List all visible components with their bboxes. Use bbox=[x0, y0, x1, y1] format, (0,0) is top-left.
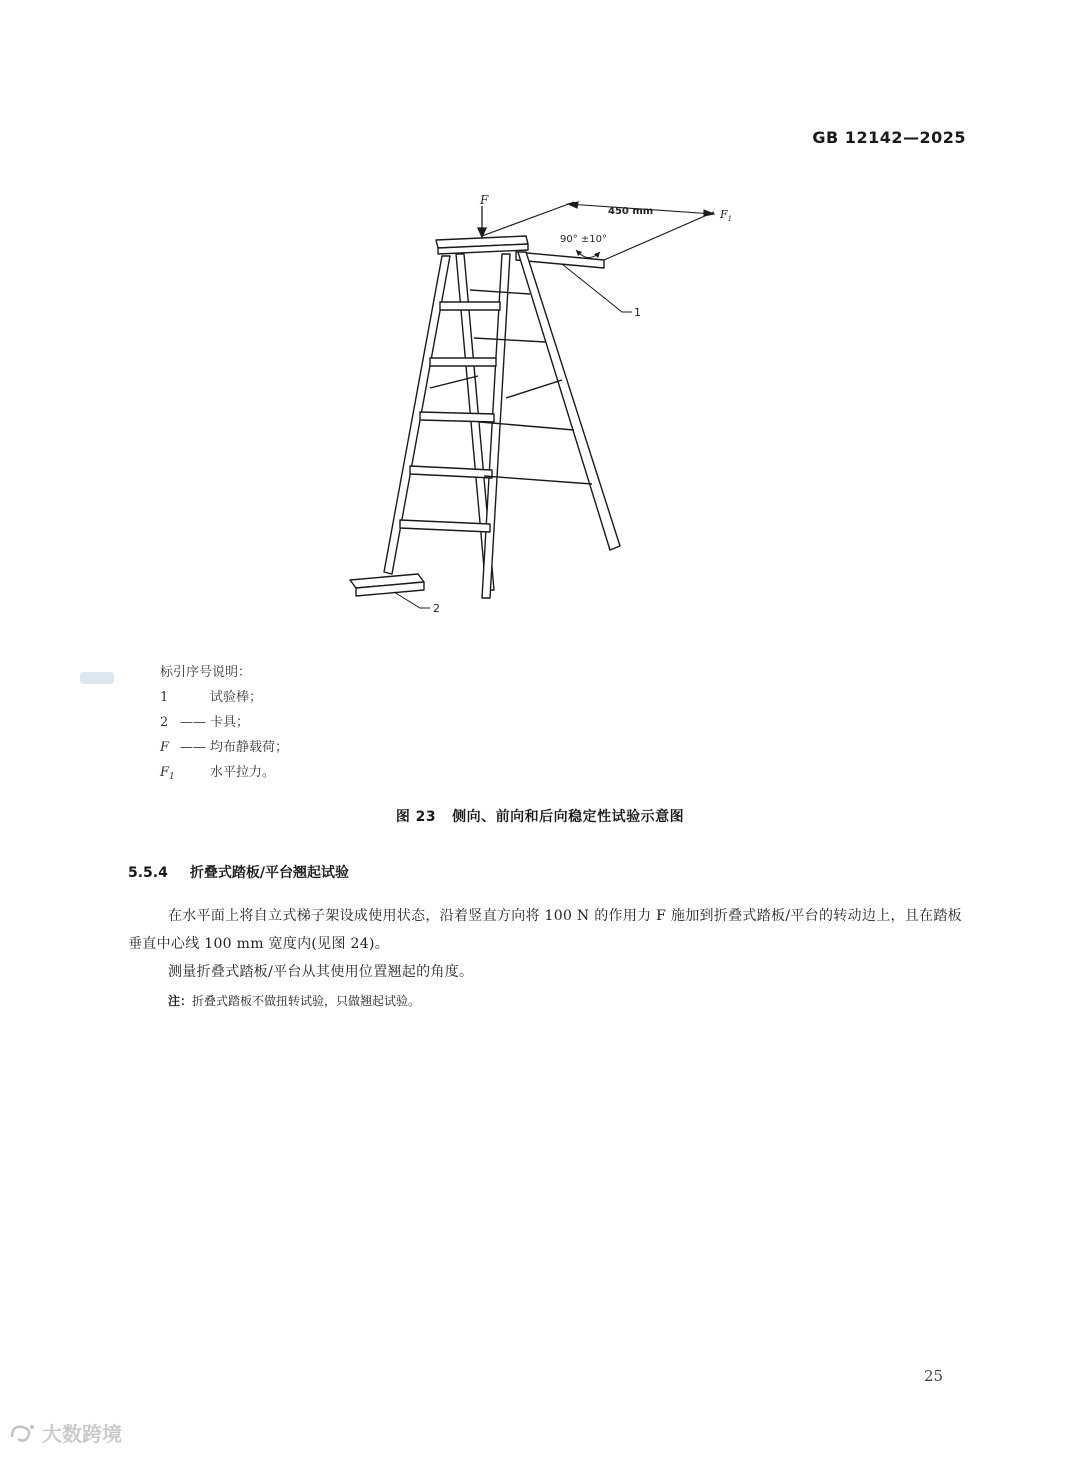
legend-item bbox=[160, 760, 288, 790]
rear-rung bbox=[484, 476, 592, 484]
step bbox=[430, 358, 496, 366]
figure-title: 侧向、前向和后向稳定性试验示意图 bbox=[452, 809, 685, 825]
rear-rung bbox=[474, 338, 546, 342]
section-title: 折叠式踏板/平台翘起试验 bbox=[189, 865, 349, 881]
publisher-logo-mark bbox=[80, 670, 114, 686]
note bbox=[168, 992, 420, 1009]
legend-item bbox=[160, 710, 288, 735]
legend-text: 卡具； bbox=[210, 715, 250, 730]
standard-number: GB 12142—2025 bbox=[812, 128, 966, 147]
horizontal-force-label: $F_1$ bbox=[720, 208, 733, 223]
legend-dash bbox=[180, 760, 210, 790]
angle-label: 90° ±10° bbox=[560, 234, 608, 245]
callout-line-1 bbox=[562, 264, 632, 312]
figure-number: 图 23 bbox=[395, 809, 437, 825]
dim-arrowhead bbox=[704, 210, 714, 216]
page-number: 25 bbox=[924, 1367, 944, 1385]
legend-key-subscript: 1 bbox=[169, 772, 175, 782]
ladder-diagram bbox=[330, 190, 750, 630]
ladder-stability-figure bbox=[330, 190, 750, 630]
legend-dash: —— bbox=[180, 740, 206, 755]
legend-key bbox=[160, 760, 180, 790]
legend-title: 标引序号说明： bbox=[160, 665, 252, 680]
extension-line bbox=[482, 202, 574, 236]
legend-text: 水平拉力。 bbox=[210, 765, 276, 780]
figure-legend bbox=[160, 660, 288, 790]
section-heading bbox=[128, 862, 349, 882]
rear-leg-right bbox=[518, 252, 620, 550]
watermark bbox=[8, 1418, 122, 1447]
body-paragraph: 在水平面上将自立式梯子架设成使用状态，沿着竖直方向将 100 N 的作用力 F 施加到折叠式踏板/平台的转动边上，且在踏板垂直中心线 100 mm 宽度内(见图 24)。 bbox=[128, 908, 962, 952]
section-number: 5.5.4 bbox=[128, 865, 168, 881]
watermark-text: 大数跨境 bbox=[42, 1422, 122, 1446]
spreader-brace bbox=[506, 380, 562, 398]
legend-item bbox=[160, 735, 288, 760]
body-paragraph: 测量折叠式踏板/平台从其使用位置翘起的角度。 bbox=[168, 964, 474, 980]
callout-2: 2 bbox=[433, 602, 440, 615]
legend-item bbox=[160, 685, 288, 710]
legend-key: 1 bbox=[160, 690, 169, 705]
note-label: 注： bbox=[168, 994, 193, 1008]
callout-1: 1 bbox=[634, 306, 641, 319]
legend-key: F bbox=[160, 740, 170, 755]
step bbox=[440, 302, 500, 310]
watermark-logo-icon bbox=[8, 1421, 38, 1445]
step bbox=[400, 520, 490, 532]
legend-dash: —— bbox=[180, 715, 206, 730]
legend-text: 均布静载荷； bbox=[210, 740, 289, 755]
legend-key-letter: F bbox=[160, 765, 170, 780]
legend-dash bbox=[180, 685, 210, 710]
callout-line-2 bbox=[394, 592, 430, 608]
note-text: 折叠式踏板不做扭转试验，只做翘起试验。 bbox=[192, 994, 421, 1008]
force-label: F bbox=[480, 193, 489, 207]
legend-key: 2 bbox=[160, 715, 169, 730]
legend-text: 试验棒； bbox=[210, 690, 263, 705]
distance-label: 450 mm bbox=[608, 206, 654, 217]
figure-caption bbox=[0, 806, 1080, 826]
dim-arrowhead bbox=[568, 202, 578, 208]
step bbox=[420, 412, 494, 422]
angle-arrowhead bbox=[594, 252, 600, 258]
extension-line bbox=[604, 212, 714, 260]
